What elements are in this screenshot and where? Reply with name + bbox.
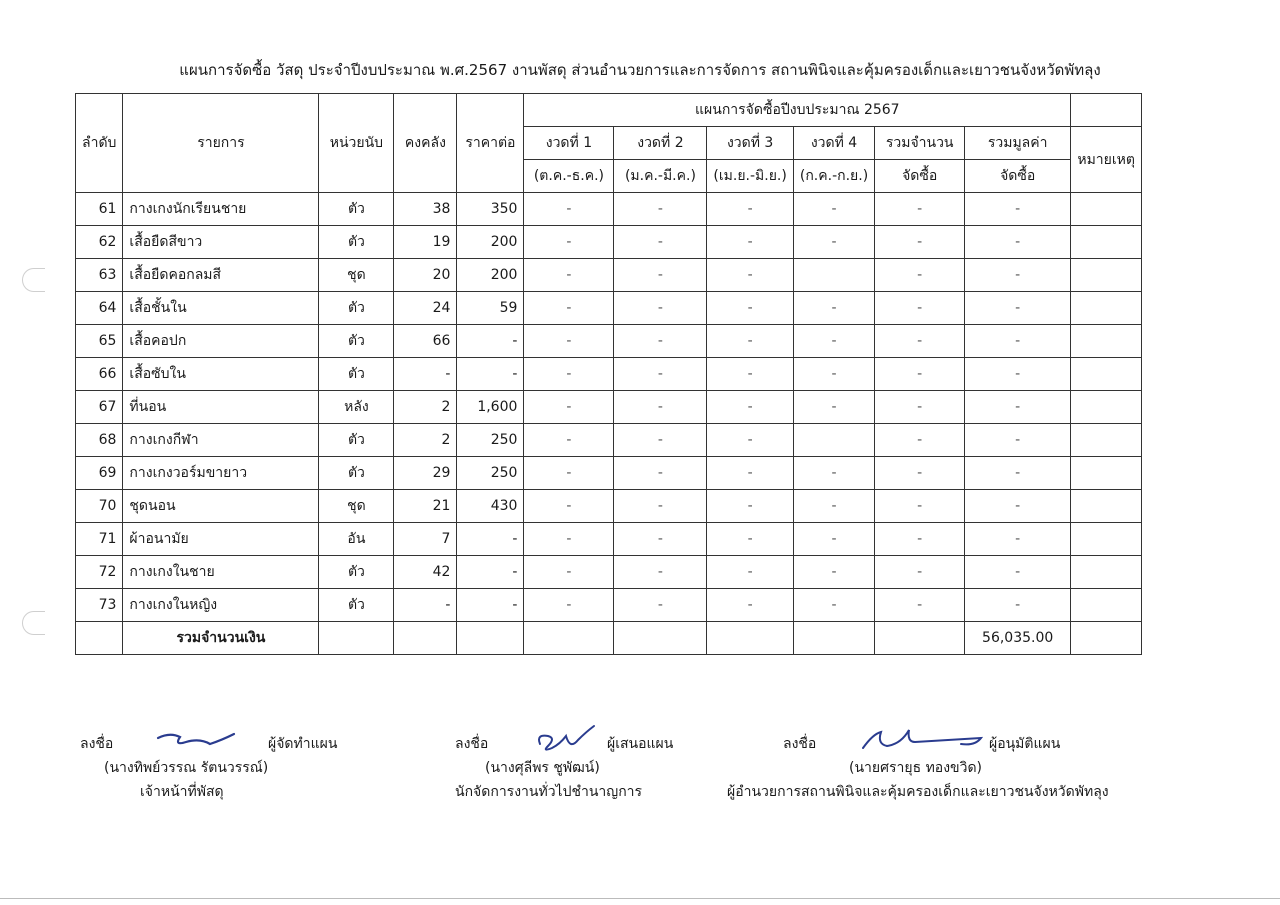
unit-cell: ตัว: [319, 556, 394, 589]
row-number: 67: [76, 391, 123, 424]
price-cell: 350: [457, 193, 524, 226]
total-qty-cell: -: [875, 325, 965, 358]
total-amount: 56,035.00: [965, 622, 1071, 655]
total-cell-blank: [1071, 622, 1142, 655]
handwritten-signature-icon: [530, 724, 600, 758]
total-qty-cell: -: [875, 292, 965, 325]
remark-cell: [1071, 358, 1142, 391]
q3-cell: -: [707, 358, 793, 391]
q4-cell: -: [793, 193, 874, 226]
stock-cell: 2: [394, 424, 457, 457]
q2-cell: -: [614, 523, 707, 556]
remark-cell: [1071, 193, 1142, 226]
price-cell: -: [457, 556, 524, 589]
table-row: [76, 391, 1142, 424]
q2-cell: -: [614, 325, 707, 358]
q2-cell: -: [614, 193, 707, 226]
q4-cell: -: [793, 325, 874, 358]
header-q3: งวดที่ 3: [707, 127, 793, 160]
row-number: 71: [76, 523, 123, 556]
q4-cell: -: [793, 589, 874, 622]
binding-hole-mark: [22, 268, 45, 292]
remark-cell: [1071, 292, 1142, 325]
row-number: 64: [76, 292, 123, 325]
total-cell-blank: [394, 622, 457, 655]
total-qty-cell: -: [875, 457, 965, 490]
table-row: [76, 589, 1142, 622]
stock-cell: 29: [394, 457, 457, 490]
table-header: [76, 94, 1142, 193]
q2-cell: -: [614, 226, 707, 259]
total-qty-cell: -: [875, 424, 965, 457]
q3-cell: -: [707, 292, 793, 325]
total-qty-cell: -: [875, 226, 965, 259]
q1-cell: -: [524, 259, 614, 292]
total-qty-cell: -: [875, 523, 965, 556]
header-remark: หมายเหตุ: [1071, 127, 1142, 193]
price-cell: 430: [457, 490, 524, 523]
q3-cell: -: [707, 193, 793, 226]
table-body: [76, 193, 1142, 655]
binding-hole-mark: [22, 611, 45, 635]
signature-preparer: [80, 732, 338, 804]
remark-cell: [1071, 490, 1142, 523]
q2-cell: -: [614, 490, 707, 523]
sign-label: ลงชื่อ: [783, 736, 817, 752]
q4-cell: -: [793, 391, 874, 424]
handwritten-signature-icon: [857, 726, 987, 756]
q1-cell: -: [524, 523, 614, 556]
stock-cell: 42: [394, 556, 457, 589]
q3-cell: -: [707, 391, 793, 424]
header-total-value: รวมมูลค่า: [965, 127, 1071, 160]
signer-name: (นายศรายุธ ทองขวิด): [849, 760, 983, 776]
q2-cell: -: [614, 292, 707, 325]
unit-cell: ตัว: [319, 424, 394, 457]
price-cell: -: [457, 523, 524, 556]
signer-position: เจ้าหน้าที่พัสดุ: [140, 784, 224, 800]
q3-cell: -: [707, 490, 793, 523]
remark-cell: [1071, 259, 1142, 292]
table-row: [76, 457, 1142, 490]
total-qty-cell: -: [875, 589, 965, 622]
stock-cell: 21: [394, 490, 457, 523]
price-cell: -: [457, 589, 524, 622]
stock-cell: 19: [394, 226, 457, 259]
header-q4: งวดที่ 4: [793, 127, 874, 160]
row-number: 66: [76, 358, 123, 391]
page-title: แผนการจัดซื้อ วัสดุ ประจำปีงบประมาณ พ.ศ.2567 งานพัสดุ ส่วนอำนวยการและการจัดการ สถานพินิจและคุ้มครองเด็กและเยาวชนจังหวัดพัทลุง: [179, 61, 1101, 79]
header-q2-months: (ม.ค.-มี.ค.): [614, 160, 707, 193]
table-row: [76, 292, 1142, 325]
stock-cell: 24: [394, 292, 457, 325]
header-q4-months: (ก.ค.-ก.ย.): [793, 160, 874, 193]
q3-cell: -: [707, 424, 793, 457]
header-stock: คงคลัง: [394, 94, 457, 193]
header-item: รายการ: [123, 94, 319, 193]
q1-cell: -: [524, 490, 614, 523]
signature-approver: [727, 732, 1109, 804]
row-number: 61: [76, 193, 123, 226]
total-cell-blank: [614, 622, 707, 655]
table-row: [76, 424, 1142, 457]
table-row: [76, 325, 1142, 358]
q1-cell: -: [524, 292, 614, 325]
header-price: ราคาต่อ: [457, 94, 524, 193]
item-name: กางเกงในชาย: [123, 556, 319, 589]
signer-name: (นางทิพย์วรรณ รัตนวรรณ์): [104, 760, 269, 776]
item-name: กางเกงนักเรียนชาย: [123, 193, 319, 226]
total-row: [76, 622, 1142, 655]
stock-cell: -: [394, 589, 457, 622]
total-label: รวมจำนวนเงิน: [123, 622, 319, 655]
q1-cell: -: [524, 391, 614, 424]
total-cell-blank: [875, 622, 965, 655]
unit-cell: ตัว: [319, 226, 394, 259]
row-number: 62: [76, 226, 123, 259]
total-value-cell: -: [965, 589, 1071, 622]
q3-cell: -: [707, 457, 793, 490]
total-value-cell: -: [965, 358, 1071, 391]
q2-cell: -: [614, 424, 707, 457]
q3-cell: -: [707, 259, 793, 292]
q1-cell: -: [524, 424, 614, 457]
remark-cell: [1071, 424, 1142, 457]
q1-cell: -: [524, 325, 614, 358]
total-cell-blank: [707, 622, 793, 655]
stock-cell: 38: [394, 193, 457, 226]
table-row: [76, 490, 1142, 523]
q1-cell: -: [524, 457, 614, 490]
header-q2: งวดที่ 2: [614, 127, 707, 160]
q2-cell: -: [614, 391, 707, 424]
total-value-cell: -: [965, 226, 1071, 259]
q3-cell: -: [707, 226, 793, 259]
item-name: เสื้อซับใน: [123, 358, 319, 391]
item-name: เสื้อยืดคอกลมสี: [123, 259, 319, 292]
total-value-cell: -: [965, 490, 1071, 523]
price-cell: 250: [457, 424, 524, 457]
signature-proposer: [455, 732, 674, 804]
table-row: [76, 358, 1142, 391]
unit-cell: ชุด: [319, 259, 394, 292]
handwritten-signature-icon: [150, 728, 240, 756]
table-row: [76, 259, 1142, 292]
role-label: ผู้จัดทำแผน: [268, 736, 338, 752]
table-row: [76, 226, 1142, 259]
q2-cell: -: [614, 457, 707, 490]
header-q3-months: (เม.ย.-มิ.ย.): [707, 160, 793, 193]
q4-cell: -: [793, 226, 874, 259]
remark-cell: [1071, 589, 1142, 622]
unit-cell: ตัว: [319, 325, 394, 358]
remark-cell: [1071, 226, 1142, 259]
role-label: ผู้เสนอแผน: [607, 736, 674, 752]
table-row: [76, 523, 1142, 556]
q4-cell: -: [793, 292, 874, 325]
total-value-cell: -: [965, 523, 1071, 556]
stock-cell: -: [394, 358, 457, 391]
sign-label: ลงชื่อ: [455, 736, 489, 752]
price-cell: -: [457, 358, 524, 391]
unit-cell: ตัว: [319, 358, 394, 391]
header-total-qty: รวมจำนวน: [875, 127, 965, 160]
row-number: 72: [76, 556, 123, 589]
header-total-value-sub: จัดซื้อ: [965, 160, 1071, 193]
item-name: กางเกงกีฬา: [123, 424, 319, 457]
item-name: ที่นอน: [123, 391, 319, 424]
row-number: 68: [76, 424, 123, 457]
row-number: 63: [76, 259, 123, 292]
price-cell: 1,600: [457, 391, 524, 424]
unit-cell: ชุด: [319, 490, 394, 523]
header-plan-group: แผนการจัดซื้อปีงบประมาณ 2567: [524, 94, 1071, 127]
q1-cell: -: [524, 193, 614, 226]
signer-position: นักจัดการงานทั่วไปชำนาญการ: [455, 784, 643, 800]
total-qty-cell: -: [875, 259, 965, 292]
unit-cell: หลัง: [319, 391, 394, 424]
unit-cell: ตัว: [319, 292, 394, 325]
item-name: กางเกงในหญิง: [123, 589, 319, 622]
header-remark-top: [1071, 94, 1142, 127]
total-cell-blank: [76, 622, 123, 655]
q1-cell: -: [524, 589, 614, 622]
item-name: เสื้อคอปก: [123, 325, 319, 358]
q2-cell: -: [614, 556, 707, 589]
price-cell: 250: [457, 457, 524, 490]
total-value-cell: -: [965, 556, 1071, 589]
row-number: 65: [76, 325, 123, 358]
item-name: กางเกงวอร์มขายาว: [123, 457, 319, 490]
total-qty-cell: -: [875, 556, 965, 589]
stock-cell: 20: [394, 259, 457, 292]
unit-cell: ตัว: [319, 193, 394, 226]
total-value-cell: -: [965, 325, 1071, 358]
q4-cell: [793, 424, 874, 457]
total-qty-cell: -: [875, 391, 965, 424]
q2-cell: -: [614, 358, 707, 391]
row-number: 70: [76, 490, 123, 523]
total-qty-cell: -: [875, 193, 965, 226]
item-name: เสื้อยืดสีขาว: [123, 226, 319, 259]
q3-cell: -: [707, 589, 793, 622]
total-qty-cell: -: [875, 490, 965, 523]
row-number: 69: [76, 457, 123, 490]
q4-cell: [793, 259, 874, 292]
q3-cell: -: [707, 325, 793, 358]
total-cell-blank: [524, 622, 614, 655]
remark-cell: [1071, 556, 1142, 589]
table-row: [76, 193, 1142, 226]
total-value-cell: -: [965, 424, 1071, 457]
total-value-cell: -: [965, 193, 1071, 226]
total-cell-blank: [793, 622, 874, 655]
stock-cell: 66: [394, 325, 457, 358]
stock-cell: 7: [394, 523, 457, 556]
q4-cell: -: [793, 358, 874, 391]
q4-cell: -: [793, 490, 874, 523]
sign-label: ลงชื่อ: [80, 736, 114, 752]
price-cell: 200: [457, 259, 524, 292]
q2-cell: -: [614, 589, 707, 622]
total-value-cell: -: [965, 259, 1071, 292]
q4-cell: -: [793, 457, 874, 490]
unit-cell: อัน: [319, 523, 394, 556]
price-cell: 59: [457, 292, 524, 325]
total-value-cell: -: [965, 292, 1071, 325]
q3-cell: -: [707, 556, 793, 589]
q4-cell: -: [793, 523, 874, 556]
price-cell: 200: [457, 226, 524, 259]
q1-cell: -: [524, 358, 614, 391]
unit-cell: ตัว: [319, 457, 394, 490]
total-value-cell: -: [965, 457, 1071, 490]
total-cell-blank: [457, 622, 524, 655]
header-q1-months: (ต.ค.-ธ.ค.): [524, 160, 614, 193]
unit-cell: ตัว: [319, 589, 394, 622]
q4-cell: -: [793, 556, 874, 589]
header-total-qty-sub: จัดซื้อ: [875, 160, 965, 193]
procurement-plan-table: [75, 93, 1142, 655]
header-q1: งวดที่ 1: [524, 127, 614, 160]
header-unit: หน่วยนับ: [319, 94, 394, 193]
page-bottom-rule: [0, 898, 1280, 899]
q3-cell: -: [707, 523, 793, 556]
q1-cell: -: [524, 556, 614, 589]
item-name: ชุดนอน: [123, 490, 319, 523]
price-cell: -: [457, 325, 524, 358]
signer-position: ผู้อำนวยการสถานพินิจและคุ้มครองเด็กและเยาวชนจังหวัดพัทลุง: [727, 784, 1109, 800]
remark-cell: [1071, 325, 1142, 358]
q2-cell: -: [614, 259, 707, 292]
role-label: ผู้อนุมัติแผน: [989, 736, 1061, 752]
stock-cell: 2: [394, 391, 457, 424]
item-name: เสื้อชั้นใน: [123, 292, 319, 325]
row-number: 73: [76, 589, 123, 622]
header-no: ลำดับ: [76, 94, 123, 193]
remark-cell: [1071, 391, 1142, 424]
table-row: [76, 556, 1142, 589]
total-value-cell: -: [965, 391, 1071, 424]
remark-cell: [1071, 457, 1142, 490]
q1-cell: -: [524, 226, 614, 259]
remark-cell: [1071, 523, 1142, 556]
total-qty-cell: -: [875, 358, 965, 391]
total-cell-blank: [319, 622, 394, 655]
item-name: ผ้าอนามัย: [123, 523, 319, 556]
signer-name: (นางศุลีพร ชูพัฒน์): [485, 760, 600, 776]
